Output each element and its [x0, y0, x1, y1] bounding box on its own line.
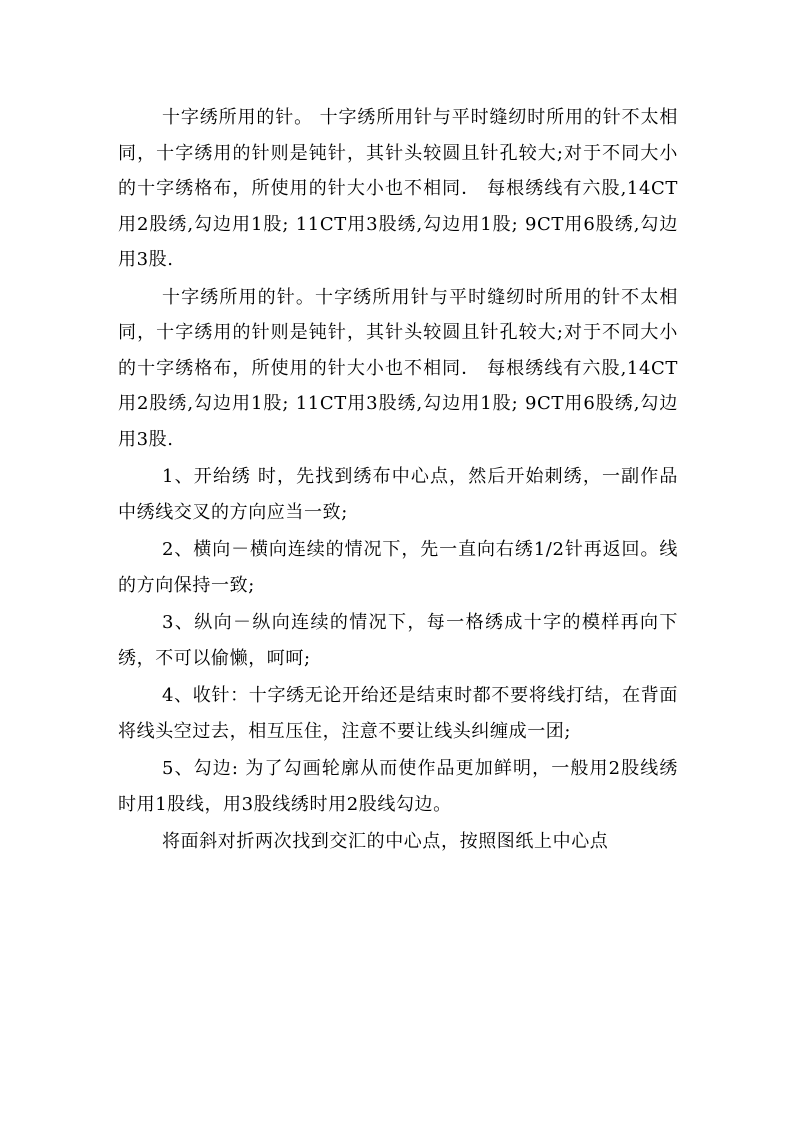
paragraph-step-1: 1、开绐绣 时，先找到绣布中心点，然后开始刺绣，一副作品中绣线交叉的方向应当一致; — [118, 466, 678, 523]
paragraph-step-3: 3、纵向－纵向连续的情况下，每一格绣成十字的模样再向下绣，不可以偷懒，呵呵; — [118, 612, 678, 669]
paragraph-needle-intro-1: 十字绣所用的针。 十字绣所用针与平时缝纫时所用的针不太相同，十字绣用的针则是钝针，其针头较圆且针孔较大;对于不同大小的十字绣格布，所使用的针大小也不相同． 每根绣线有六股,14CT用2股绣,勾边用1股; 11CT用3股绣,勾边用1股; 9CT用6股绣,勾边用3股. — [118, 107, 678, 270]
paragraph-step-2: 2、横向－横向连续的情况下，先一直向右绣1/2针再返回。线的方向保持一致; — [118, 539, 678, 596]
paragraph-center-point: 将面斜对折两次找到交汇的中心点，按照图纸上中心点 — [162, 831, 609, 852]
document-body — [118, 100, 678, 860]
paragraph-needle-intro-2: 十字绣所用的针。十字绣所用针与平时缝纫时所用的针不太相同，十字绣用的针则是钝针，其针头较圆且针孔较大;对于不同大小的十字绣格布，所使用的针大小也不相同． 每根绣线有六股,14CT用2股绣,勾边用1股; 11CT用3股绣,勾边用1股; 9CT用6股绣,勾边用3股. — [118, 286, 678, 450]
paragraph-step-5: 5、勾边: 为了勾画轮廓从而使作品更加鲜明，一般用2股线绣时用1股线，用3股线绣时用2股线勾边。 — [118, 758, 678, 815]
paragraph-step-4: 4、收针：十字绣无论开绐还是结束时都不要将线打结，在背面将线头空过去，相互压住，注意不要让线头纠缠成一团; — [118, 685, 678, 742]
